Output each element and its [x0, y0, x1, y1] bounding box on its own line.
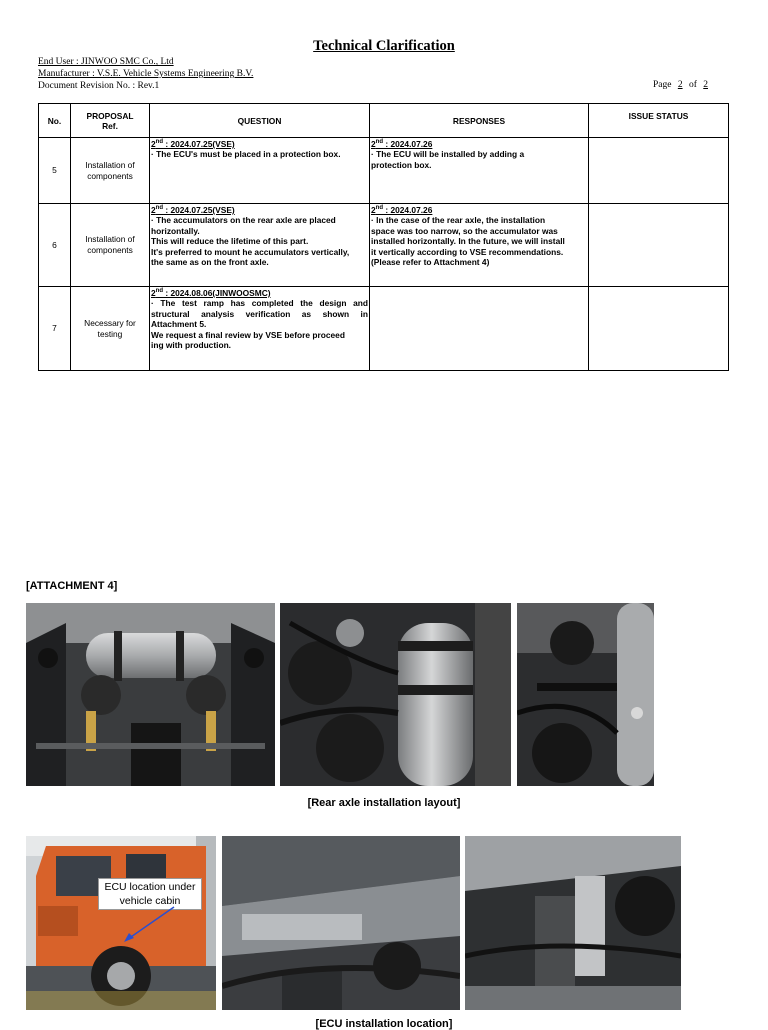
proposal-ref-line1: Necessary for	[84, 317, 136, 328]
issue-status-cell	[589, 138, 729, 204]
proposal-ref	[71, 138, 150, 204]
response-cell	[370, 204, 589, 287]
table-row	[39, 138, 729, 204]
clarification-table	[38, 103, 729, 371]
header-proposal-ref	[71, 104, 150, 138]
date-suffix: nd	[375, 139, 384, 146]
date-ordinal: 2	[151, 205, 156, 215]
question-date	[151, 288, 368, 298]
proposal-ref-line2: components	[87, 170, 133, 181]
table-row	[39, 204, 729, 287]
date-ordinal: 2	[151, 288, 156, 298]
response-cell	[370, 138, 589, 204]
ecu-callout-line1: ECU location under	[104, 881, 196, 893]
question-cell	[150, 138, 370, 204]
rear-axle-photo-side	[517, 603, 654, 786]
proposal-ref	[71, 204, 150, 287]
revision-line: Document Revision No. : Rev.1	[38, 81, 160, 91]
ecu-location-caption: [ECU installation location]	[315, 1018, 453, 1030]
date-text: : 2024.07.25(VSE)	[163, 139, 235, 149]
rear-axle-caption: [Rear axle installation layout]	[307, 797, 461, 809]
response-line: space was too narrow, so the accumulator was	[371, 225, 558, 236]
page-total: 2	[703, 80, 708, 90]
response-line: · In the case of the rear axle, the installation	[371, 215, 546, 226]
header-proposal-ref-line2: Ref.	[102, 120, 118, 131]
row-number: 6	[39, 204, 71, 287]
date-suffix: nd	[155, 205, 164, 212]
date-suffix: nd	[155, 139, 164, 146]
response-line: protection box.	[371, 159, 432, 170]
header-question: QUESTION	[150, 104, 370, 138]
date-text: : 2024.07.25(VSE)	[163, 205, 235, 215]
proposal-ref	[71, 287, 150, 371]
date-ordinal: 2	[371, 139, 376, 149]
question-line: ing with production.	[151, 340, 232, 351]
response-line: installed horizontally. In the future, we will install	[371, 236, 565, 247]
question-line: We request a final review by VSE before proceed	[151, 329, 345, 340]
date-text: : 2024.07.26	[383, 205, 433, 215]
header-issue-status: ISSUE STATUS	[589, 104, 729, 138]
question-date	[151, 205, 368, 215]
question-line: structural analysis verification as shown in	[151, 308, 368, 319]
page-word: Page	[652, 80, 672, 90]
date-ordinal: 2	[371, 205, 376, 215]
question-line: · The accumulators on the rear axle are placed	[151, 215, 336, 226]
table-row	[39, 287, 729, 371]
proposal-ref-line1: Installation of	[85, 234, 135, 244]
issue-status-cell	[589, 204, 729, 287]
page-current: 2	[677, 80, 683, 90]
response-line: (Please refer to Attachment 4)	[371, 257, 490, 268]
page-indicator	[653, 80, 712, 90]
rear-axle-photo-overview	[26, 603, 275, 786]
date-text: : 2024.07.26	[383, 139, 433, 149]
ecu-bracket-photo	[465, 836, 681, 1010]
proposal-ref-line2: components	[87, 245, 133, 255]
question-line: It's preferred to mount he accumulators vertically,	[151, 246, 350, 257]
question-line: Attachment 5.	[151, 319, 207, 330]
proposal-ref-line2: testing	[97, 328, 123, 339]
response-line: · The ECU will be installed by adding a	[371, 149, 525, 160]
table-header-row	[39, 104, 729, 138]
end-user-line: End User : JINWOO SMC Co., Ltd	[38, 57, 174, 67]
row-number: 7	[39, 287, 71, 371]
question-line: · The test ramp has completed the design and	[151, 298, 368, 309]
attachment-label: [ATTACHMENT 4]	[26, 580, 118, 592]
question-line: the same as on the front axle.	[151, 257, 269, 268]
response-line: it vertically according to VSE recommendations.	[371, 246, 564, 257]
date-text: : 2024.08.06(JINWOOSMC)	[163, 288, 271, 298]
under-cabin-photo	[222, 836, 460, 1010]
response-cell	[370, 287, 589, 371]
date-ordinal: 2	[151, 139, 156, 149]
question-cell	[150, 204, 370, 287]
header-no: No.	[39, 104, 71, 138]
header-responses: RESPONSES	[370, 104, 589, 138]
callout-arrow	[118, 905, 178, 945]
issue-status-cell	[589, 287, 729, 371]
document-title: Technical Clarification	[313, 38, 455, 54]
date-suffix: nd	[155, 288, 164, 295]
manufacturer-line: Manufacturer : V.S.E. Vehicle Systems Engineering B.V.	[38, 69, 254, 79]
question-line: This will reduce the lifetime of this part.	[151, 236, 309, 247]
question-line: · The ECU's must be placed in a protection box.	[151, 149, 341, 160]
question-line: horizontally.	[151, 225, 200, 236]
row-number: 5	[39, 138, 71, 204]
header-proposal-ref-line1: PROPOSAL	[86, 110, 134, 121]
response-date	[371, 139, 587, 149]
rear-axle-photo-tank-closeup	[280, 603, 511, 786]
proposal-ref-line1: Installation of	[85, 159, 135, 170]
question-date	[151, 139, 368, 149]
date-suffix: nd	[375, 205, 384, 212]
response-date	[371, 205, 587, 215]
page-of: of	[688, 80, 697, 90]
ecu-callout-line2: vehicle cabin	[119, 895, 181, 907]
question-cell	[150, 287, 370, 371]
